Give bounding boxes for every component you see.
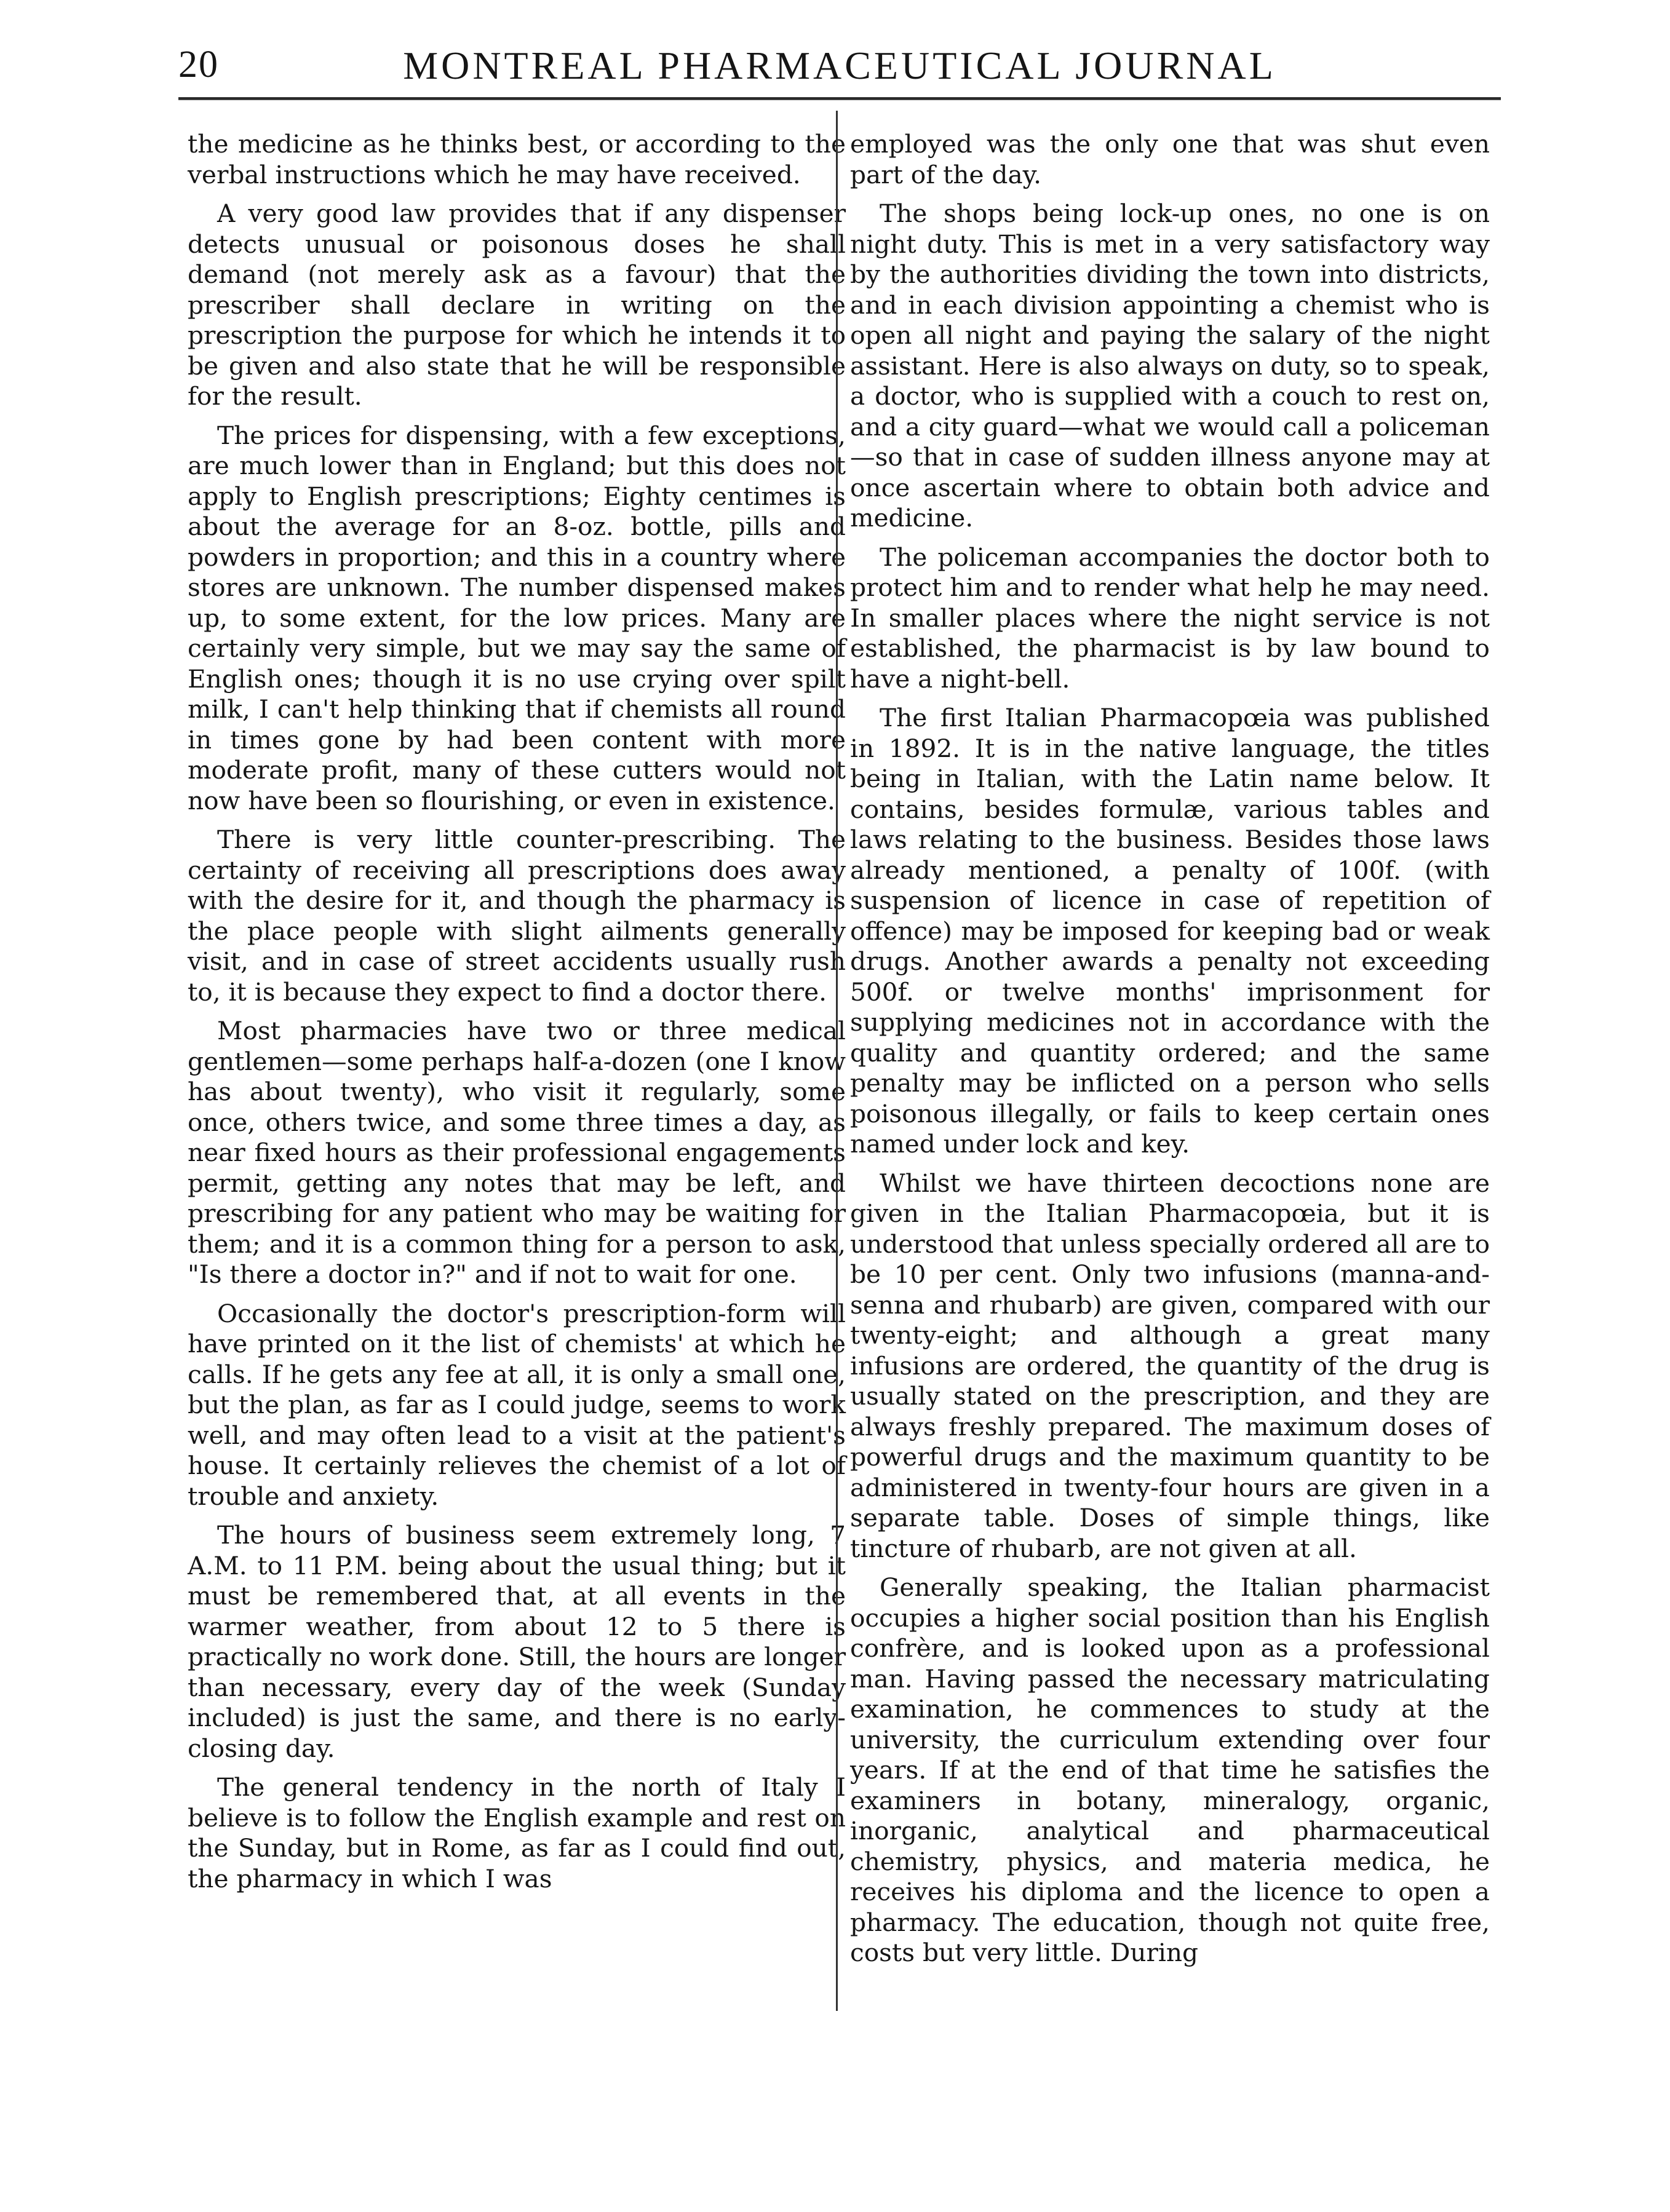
paragraph: Occasionally the doctor's prescription-form will have printed on it the list of chemists' at which he calls. If he gets any fee at all, it is only a small one, but the plan, as far as I could judge, seems to work well, and may often lead to a visit at the patient's house. It certainly relieves the chemist of a lot of trouble and anxiety. — [188, 1298, 846, 1511]
paragraph: The prices for dispensing, with a few exceptions, are much lower than in England; but this does not apply to English prescriptions; Eighty centimes is about the average for an 8-oz. bottle, pills and powders in proportion; and this in a country where stores are unknown. The number dispensed makes up, to some extent, for the low prices. Many are certainly very simple, but we may say the same of English ones; though it is no use crying over spilt milk, I can't help thinking that if chemists all round in times gone by had been content with more moderate profit, many of these cutters would not now have been so flourishing, or even in existence. — [188, 420, 846, 815]
column-divider — [836, 111, 838, 2011]
paragraph: employed was the only one that was shut even part of the day. — [850, 129, 1490, 189]
paragraph: the medicine as he thinks best, or according to the verbal instructions which he may have received. — [188, 129, 846, 189]
header-rule — [178, 97, 1501, 100]
paragraph: The general tendency in the north of Italy I believe is to follow the English example and rest on the Sunday, but in Rome, as far as I could find out, the pharmacy in which I was — [188, 1772, 846, 1893]
paragraph: The shops being lock-up ones, no one is on night duty. This is met in a very satisfactory way by the authorities dividing the town into districts, and in each division appointing a chemist who is open all night and paying the salary of the night assistant. Here is also always on duty, so to speak, a doctor, who is supplied with a couch to rest on, and a city guard—what we would call a policeman—so that in case of sudden illness anyone may at once ascertain where to obtain both advice and medicine. — [850, 199, 1490, 533]
paragraph: Generally speaking, the Italian pharmacist occupies a higher social position than his English confrère, and is looked upon as a professional man. Having passed the necessary matriculating examination, he commences to study at the university, the curriculum extending over four years. If at the end of that time he satisfies the examiners in botany, mineralogy, organic, inorganic, analytical and pharmaceutical chemistry, physics, and materia medica, he receives his diploma and the licence to open a pharmacy. The education, though not quite free, costs but very little. During — [850, 1572, 1490, 1967]
paragraph: The hours of business seem extremely long, 7 A.M. to 11 P.M. being about the usual thing; but it must be remembered that, at all events in the warmer weather, from about 12 to 5 there is practically no work done. Still, the hours are longer than necessary, every day of the week (Sunday included) is just the same, and there is no early-closing day. — [188, 1520, 846, 1763]
paragraph: Whilst we have thirteen decoctions none are given in the Italian Pharmacopœia, but it is understood that unless specially ordered all are to be 10 per cent. Only two infusions (manna-and-senna and rhubarb) are given, compared with our twenty-eight; and although a great many infusions are ordered, the quantity of the drug is usually stated on the prescription, and they are always freshly prepared. The maximum doses of powerful drugs and the maximum quantity to be administered in twenty-four hours are given in a separate table. Doses of simple things, like tincture of rhubarb, are not given at all. — [850, 1168, 1490, 1563]
paragraph: There is very little counter-prescribing. The certainty of receiving all prescriptions does away with the desire for it, and though the pharmacy is the place people with slight ailments generally visit, and in case of street accidents usually rush to, it is because they expect to find a doctor there. — [188, 825, 846, 1007]
paragraph: Most pharmacies have two or three medical gentlemen—some perhaps half-a-dozen (one I know has about twenty), who visit it regularly, some once, others twice, and some three times a day, as near fixed hours as their professional engagements permit, getting any notes that may be left, and prescribing for any patient who may be waiting for them; and it is a common thing for a person to ask, "Is there a doctor in?" and if not to wait for one. — [188, 1016, 846, 1289]
page-number: 20 — [178, 44, 219, 85]
paragraph: The first Italian Pharmacopœia was published in 1892. It is in the native language, the titles being in Italian, with the Latin name below. It contains, besides formulæ, various tables and laws relating to the business. Besides those laws already mentioned, a penalty of 100f. (with suspension of licence in case of repetition of offence) may be imposed for keeping bad or weak drugs. Another awards a penalty not exceeding 500f. or twelve months' imprisonment for supplying medicines not in accordance with the quality and quantity ordered; and the same penalty may be inflicted on a person who sells poisonous illegally, or fails to keep certain ones named under lock and key. — [850, 703, 1490, 1159]
journal-title: MONTREAL PHARMACEUTICAL JOURNAL — [403, 44, 1276, 87]
left-column — [188, 129, 846, 1903]
paragraph: A very good law provides that if any dispenser detects unusual or poisonous doses he shall demand (not merely ask as a favour) that the prescriber shall declare in writing on the prescription the purpose for which he intends it to be given and also state that he will be responsible for the result. — [188, 199, 846, 411]
paragraph: The policeman accompanies the doctor both to protect him and to render what help he may need. In smaller places where the night service is not established, the pharmacist is by law bound to have a night-bell. — [850, 542, 1490, 694]
right-column — [850, 129, 1490, 1977]
page-header — [178, 38, 1501, 106]
